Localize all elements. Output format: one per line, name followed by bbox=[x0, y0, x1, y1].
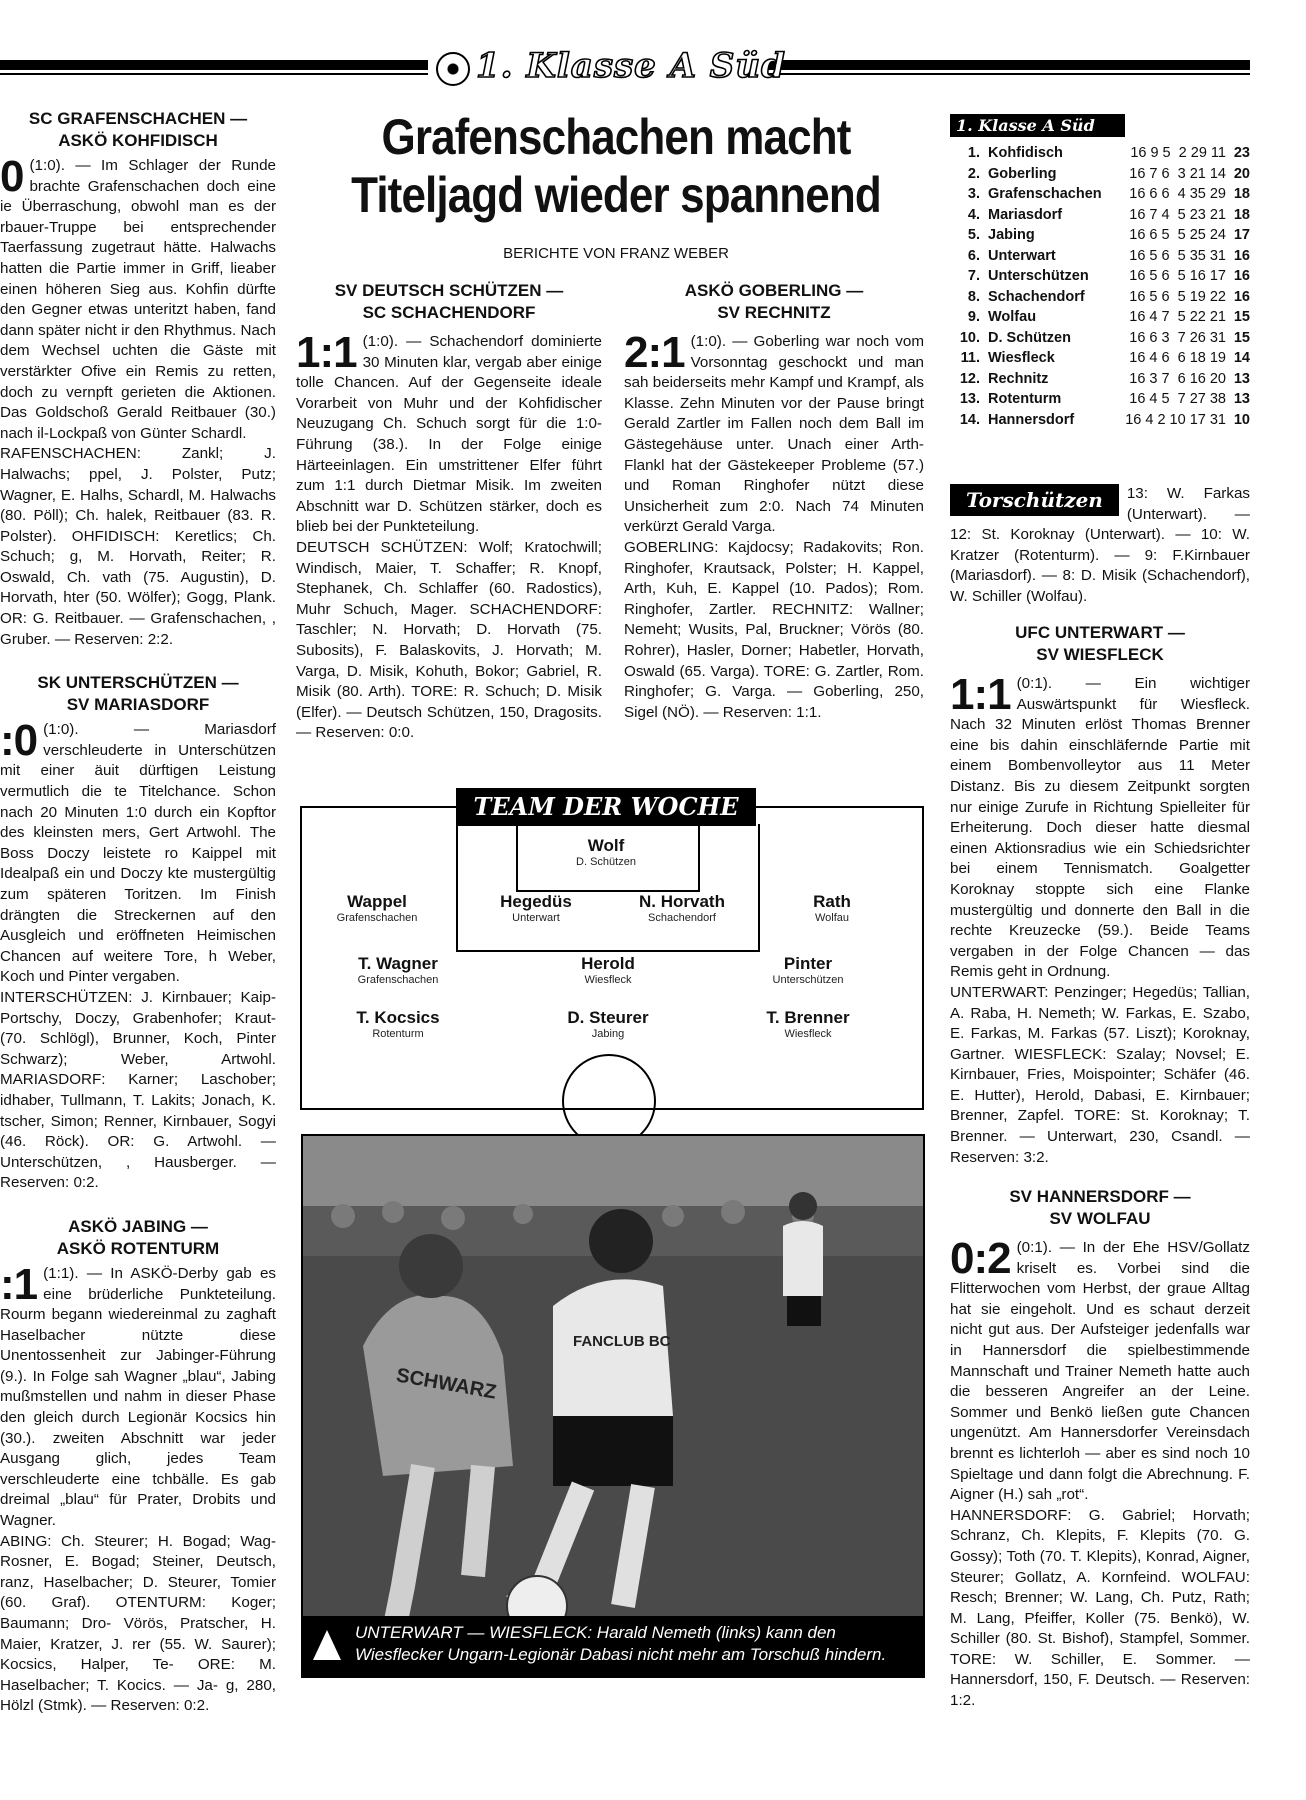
score: 1:1 bbox=[950, 670, 1011, 719]
match-title: SV MARIASDORF bbox=[66, 695, 210, 715]
table-row bbox=[950, 225, 1250, 246]
match-title: SC SCHACHENDORF bbox=[362, 303, 536, 322]
match-title: SC GRAFENSCHACHEN — bbox=[28, 109, 248, 128]
player-card: N. Horvath Schachendorf bbox=[639, 892, 725, 924]
table-stats: 16 6 5 5 25 24 bbox=[1129, 227, 1226, 243]
table-pos: 12. bbox=[959, 370, 980, 387]
left-column bbox=[0, 108, 276, 1788]
table-team: Unterwart bbox=[988, 247, 1056, 264]
table-team: Hannersdorf bbox=[988, 411, 1075, 428]
match-title: SK UNTERSCHÜTZEN — bbox=[37, 673, 239, 693]
table-body bbox=[950, 143, 1250, 430]
table-pos: 5. bbox=[967, 227, 980, 243]
table-team: Grafenschachen bbox=[988, 186, 1102, 202]
table-points: 16 bbox=[1233, 268, 1250, 284]
lineups: RAFENSCHACHEN: Zankl; J. Halwachs; ppel, J. Polster, Putz; Wagner, E. Halhs, Schardl, M. Halwachs (80. Pöll); Ch. halek, Reitbauer (83. R. Polster). OHFIDISCH: Keretlics; Ch. Schuch; g, M. Horvath, Reiter; R. Oswald, Ch. vath (75. Augustin), D. Horvath, hter (50. Wölfer); Gogg, Plank. OR: G. Reitbauer. — Grafenschachen, , Gruber. — Reserven: 2:2. bbox=[0, 445, 276, 648]
lineups: ABING: Ch. Steurer; H. Bogad; Wag- Rosner, E. Bogad; Steiner, Deutsch, ranz, Haselbacher; D. Steurer, Tomier (60. Graf). OTENTURM: Koger; Baumann; Dro- Vörös, Pratscher, H. Maier, Kratzer, J. rer (55. W. Saurer); Kocsics, Halper, Te- ORE: M. Haselbacher; T. Kocics. — Ja- g, 280, Hölzl (Stmk). — Reserven: 0:2. bbox=[0, 1532, 276, 1715]
table-points: 15 bbox=[1233, 329, 1250, 346]
football-action-photo bbox=[303, 1136, 923, 1676]
match-report: (1:1). — In ASKÖ-Derby gab es eine brüderliche Punkteteilung. Rourm begann wiedereinmal zu zaghaft Haselbacher nützte diese Unentossenheit zur Jabinger-Führung (9.). In Folge sah Wagner „blau“, Jabing mußmstellen und nahm in dieser Phase den gleich durch Legionär Kocsics hin (30.). zweiten Abschnitt war jeder Ausgang glich, jedes Team verschleuderte eine tchbälle. Es gab dreimal „blau“ für Prater, Drobits und Wagner. bbox=[0, 1264, 276, 1530]
table-pos: 11. bbox=[960, 350, 980, 366]
table-points: 20 bbox=[1233, 165, 1250, 182]
caption-bar bbox=[303, 1616, 923, 1676]
match-report: (1:0). — Mariasdorf verschleuderte in Unterschützen mit einer äuit dürftigen Leistung vermutlich die te Titelchance. Schon nach 20 Minuten 1:0 durch ein Kopftor des kleinsten mers, Gert Artwohl. The Boss Doczy leistete ro Kaippel mit Idealpaß ein und Doczy kte mustergültig zum späteren Toritzen. Im Finish drängten die Streckernen auf den Ausgleich und eröffneten Heimischen Chancen auf weitere Tore, h Weber, Koch und Pinter vergaben. bbox=[0, 721, 276, 986]
table-team: Wiesfleck bbox=[988, 350, 1055, 366]
football-icon bbox=[436, 52, 470, 86]
player-card: T. Brenner Wiesfleck bbox=[766, 1008, 850, 1040]
table-stats: 16 7 6 3 21 14 bbox=[1129, 165, 1226, 182]
article-deutsch-schuetzen-schachendorf bbox=[296, 280, 602, 744]
league-table bbox=[950, 114, 1250, 430]
table-row bbox=[950, 307, 1250, 328]
table-row bbox=[950, 328, 1250, 349]
match-report: (1:0). — Im Schlager der Runde brachte Grafenschachen doch eine ie Überraschung, obwohl man es der rbauer-Truppe bei entsprechender Taerfassung zugetraut hätte. Halwachs hatten die Partie immer in Griff, lieaber einen höheren Sieg aus. Kohfin dürfte den Gegner etwas unteritzt haben, fand dann später nicht ir den Rhythmus. Nach dem Wechsel uchten die Gäste mit verstärkter Ofive ein Remis zu retten, doch zu vernpft gerieten die Aktionen. Das Goldschoß Gerald Reitbauer (30.) nach il-Lockpaß von Günter Schardl. bbox=[0, 157, 276, 442]
score: 1:1 bbox=[296, 328, 357, 377]
lineups: DEUTSCH SCHÜTZEN: Wolf; Kratochwill; Windisch, Maier, T. Schaffer; R. Knopf, Stephanek, Ch. Schlaffer (60. Radostics), Muhr Schuch, Mager. SCHACHENDORF: Taschler; N. Horvath; D. Horvath (75. Subosits), F. Balaskovits, J. Horvath; M. Varga, D. Misik, Kohuth, Bokor; Gabriel, R. Misik (80. Arth). TORE: R. Schuch; D. Misik (Elfer). — Deutsch Schützen, 150, Dragosits. — Reserven: 0:0. bbox=[296, 538, 602, 742]
player-card: Pinter Unterschützen bbox=[772, 954, 844, 986]
shirt-text: SCHWARZ bbox=[394, 1364, 498, 1404]
table-points: 13 bbox=[1233, 370, 1250, 387]
table-team: Goberling bbox=[988, 165, 1057, 182]
byline: BERICHTE VON FRANZ WEBER bbox=[503, 245, 729, 262]
team-title-bar bbox=[456, 788, 756, 826]
player-card: Wappel Grafenschachen bbox=[336, 892, 418, 924]
table-team: Rotenturm bbox=[988, 391, 1062, 407]
table-stats: 16 4 6 6 18 19 bbox=[1129, 350, 1226, 366]
table-row bbox=[950, 410, 1250, 431]
table-row bbox=[950, 184, 1250, 205]
match-title: SV HANNERSDORF — bbox=[1009, 1187, 1191, 1206]
table-stats: 16 9 5 2 29 11 bbox=[1130, 145, 1226, 161]
table-pos: 6. bbox=[967, 247, 980, 264]
table-points: 13 bbox=[1233, 391, 1250, 407]
table-pos: 14. bbox=[959, 411, 980, 428]
team-of-the-week bbox=[300, 792, 924, 1110]
caption-arrow-icon bbox=[313, 1630, 341, 1660]
table-points: 17 bbox=[1233, 227, 1250, 243]
lineups: INTERSCHÜTZEN: J. Kirnbauer; Kaip- Portschy, Doczy, Grabenhofer; Kraut- (70. Schlögl), Brunner, Koch, Pinter Schwarz); Weber, Artwohl. MARIASDORF: Karner; Laschober; idhaber, Tullmann, T. Lakits; Jonach, K. tscher, Simon; Renner, Kirnbauer, Sogyi (46. Röck). OR: G. Artwohl. — Unterschützen, , Hausberger. — Reserven: 0:2. bbox=[0, 988, 276, 1192]
score: 0 bbox=[0, 152, 24, 201]
table-pos: 13. bbox=[959, 391, 980, 407]
table-row bbox=[950, 348, 1250, 369]
table-stats: 16 4 2 10 17 31 bbox=[1125, 411, 1226, 428]
photo-caption: UNTERWART — WIESFLECK: Harald Nemeth (links) kann den Wiesflecker Ungarn-Legionär Dabasi nicht mehr am Torschuß hindern. bbox=[355, 1623, 887, 1664]
score: :0 bbox=[0, 716, 38, 766]
article-jabing-rotenturm bbox=[0, 1216, 276, 1717]
table-stats: 16 4 5 7 27 38 bbox=[1129, 391, 1226, 407]
table-pos: 4. bbox=[967, 206, 980, 223]
match-report: (0:1). — In der Ehe HSV/Gollatz kriselt es. Vorbei sind die Flitterwochen vom Herbst, der graue Alltag hat sie eingeholt. Und es schaut derzeit nicht gut aus. Der Aufsteiger jedenfalls war in Hannersdorf die spielbestimmende Mannschaft und Trainer Nemeth hatte auch die besseren Angreifer an der Leine. Sommer und Benkö ließen gute Chancen ungenützt. Am Hannersdorfer Vereinsdach brennt es lichterloh — aber es sind noch 10 Spieltage und dann folgt die Abrechnung. F. Aigner (H.) sah „rot“. bbox=[950, 1239, 1250, 1504]
table-stats: 16 3 7 6 16 20 bbox=[1129, 370, 1226, 387]
table-row bbox=[950, 266, 1250, 287]
table-row bbox=[950, 143, 1250, 164]
headline-line-1: Grafenschachen macht bbox=[381, 109, 851, 165]
player-card: Wolf D. Schützen bbox=[576, 836, 636, 868]
match-report: (0:1). — Ein wichtiger Auswärtspunkt für Wiesfleck. Nach 32 Minuten erlöst Thomas Brenner eine bis dahin einschläfernde Partie mit einem Bombenvolleytor aus 11 Meter Distanz. Bis zu diesem Zeitpunkt sorgten nur einige Zurufe in Richtung Spielleiter für Erheiterung. Doch dieser hatte diesmal einen Aktionsradius wie ein Schiedsrichter bei einem Tennismatch. Goalgetter Koroknay stoppte sich eine Flanke mustergültig und donnerte den Ball in die rechte Kreuzecke (59.). Beide Teams vergaben in der Folge Chancen — das Remis geht in Ordnung. bbox=[950, 675, 1250, 981]
table-points: 14 bbox=[1233, 350, 1250, 366]
table-pos: 8. bbox=[967, 288, 980, 305]
player-card: Herold Wiesfleck bbox=[581, 954, 635, 986]
match-title: ASKÖ ROTENTURM bbox=[56, 1238, 220, 1258]
table-stats: 16 7 4 5 23 21 bbox=[1129, 206, 1226, 223]
table-row bbox=[950, 287, 1250, 308]
table-points: 15 bbox=[1233, 309, 1250, 325]
headline bbox=[296, 108, 936, 224]
match-title: ASKÖ KOHFIDISCH bbox=[58, 131, 218, 150]
article-unterwart-wiesfleck bbox=[950, 622, 1250, 1168]
table-team: Unterschützen bbox=[988, 268, 1089, 284]
table-team: D. Schützen bbox=[988, 329, 1071, 346]
match-report: (1:0). — Goberling war noch vom Vorsonntag geschockt und man sah beiderseits mehr Kampf und Krampf, als Klasse. Zehn Minuten vor der Pause bringt Gerald Zartler im Fallen noch dem Ball im Gästegehäuse unter. Unach einer Arth-Flankl hat der Gästekeeper Probleme (57.) und Roman Ringhofer nützt diese Unsicherheit zum 2:0. Nach 74 Minuten verkürzt Gerald Varga. bbox=[624, 333, 924, 536]
table-team: Wolfau bbox=[988, 309, 1037, 325]
table-points: 23 bbox=[1233, 145, 1250, 161]
table-points: 18 bbox=[1233, 206, 1250, 223]
table-team: Mariasdorf bbox=[988, 206, 1063, 223]
section-title: 1. Klasse A Süd bbox=[476, 46, 786, 86]
table-points: 16 bbox=[1233, 288, 1250, 305]
table-team: Rechnitz bbox=[988, 370, 1049, 387]
shirt-text-2: FANCLUB BC bbox=[573, 1333, 671, 1350]
table-team: Schachendorf bbox=[988, 288, 1085, 305]
player-card: D. Steurer Jabing bbox=[567, 1008, 649, 1040]
player-card: T. Wagner Grafenschachen bbox=[357, 954, 439, 986]
table-team: Jabing bbox=[988, 227, 1035, 243]
article-hannersdorf-wolfau bbox=[950, 1186, 1250, 1712]
table-pos: 9. bbox=[967, 309, 980, 325]
player-card: Rath Wolfau bbox=[813, 892, 851, 924]
match-photo bbox=[301, 1134, 925, 1678]
table-points: 16 bbox=[1233, 247, 1250, 264]
table-team: Kohfidisch bbox=[988, 145, 1063, 161]
match-report: (1:0). — Schachendorf dominierte 30 Minuten klar, vergab aber einige tolle Chancen. Auf der Gegenseite ideale Vorarbeit von Muhr und der Kohfidischer Neuzugang Ch. Schuch sorgt für die 1:0-Führung (38.). In der Folge einige Härteeinlagen. Ein umstrittener Elfer führt zum 1:1 durch Dietmar Misik. Im zweiten Abschnitt war D. Schützen stärker, doch es blieb bei der Punkteteilung. bbox=[296, 333, 602, 536]
table-stats: 16 5 6 5 16 17 bbox=[1129, 268, 1226, 284]
table-row bbox=[950, 389, 1250, 410]
match-title: SV WIESFLECK bbox=[1036, 645, 1164, 664]
match-title: SV RECHNITZ bbox=[717, 303, 831, 322]
lineups: HANNERSDORF: G. Gabriel; Horvath; Schranz, Ch. Klepits, F. Klepits (70. G. Gossy); Toth (70. T. Klepits), Konrad, Aigner, Steurer; Gollatz, A. Kornfeind. WOLFAU: Resch; Brenner; W. Lang, Ch. Putz, Rath; M. Lang, Pfeiffer, Koller (75. Benkö), W. Schiller (80. St. Bishof), Stampfel, Sommer. TORE: W. Schiller, E. Sommer. — Hannersdorf, 150, F. Deutsch. — Reserven: 1:2. bbox=[950, 1506, 1250, 1710]
score: 0:2 bbox=[950, 1234, 1011, 1283]
lineups: GOBERLING: Kajdocsy; Radakovits; Ron. Ringhofer, Krautsack, Polster; H. Kappel, Arth, Kuh, E. Kappel (10. Pados); Rom. Ringhofer, Zartler. RECHNITZ: Wallner; Nemeht; Wusits, Pal, Bruckner; Vörös (80. Rohrer), Hasler, Dorner; Habetler, Horvath, Oswald (65. Varga). TORE: G. Zartler, Rom. Ringhofer; G. Varga. — Goberling, 250, Sigel (NÖ). — Reserven: 1:1. bbox=[624, 538, 924, 721]
table-title: 1. Klasse A Süd bbox=[950, 114, 1125, 137]
table-pos: 3. bbox=[967, 186, 980, 202]
table-row bbox=[950, 369, 1250, 390]
table-stats: 16 4 7 5 22 21 bbox=[1129, 309, 1226, 325]
table-pos: 1. bbox=[967, 145, 980, 161]
article-grafenschachen-kohfidisch bbox=[0, 108, 276, 650]
scorers-list: 13: W. Farkas (Unterwart). — 12: St. Koroknay (Unterwart). — 10: W. Kratzer (Rotenturm). — 9: F.Kirnbauer (Mariasdorf). — 8: D. Misik (Schachendorf), W. Schiller (Wolfau). bbox=[950, 485, 1250, 605]
player-card: Hegedüs Unterwart bbox=[500, 892, 572, 924]
table-row bbox=[950, 246, 1250, 267]
match-title: ASKÖ GOBERLING — bbox=[684, 281, 864, 300]
article-unterschuetzen-mariasdorf bbox=[0, 672, 276, 1194]
table-row bbox=[950, 205, 1250, 226]
player-card: T. Kocsics Rotenturm bbox=[356, 1008, 440, 1040]
score: 2:1 bbox=[624, 328, 685, 377]
table-stats: 16 6 6 4 35 29 bbox=[1129, 186, 1226, 202]
match-title: SV WOLFAU bbox=[1049, 1209, 1151, 1228]
scorers-title: Torschützen bbox=[950, 484, 1119, 516]
headline-line-2: Titeljagd wieder spannend bbox=[351, 167, 881, 223]
match-title: SV DEUTSCH SCHÜTZEN — bbox=[334, 281, 564, 300]
table-points: 18 bbox=[1233, 186, 1250, 202]
table-pos: 2. bbox=[967, 165, 980, 182]
table-pos: 7. bbox=[967, 268, 980, 284]
article-goberling-rechnitz bbox=[624, 280, 924, 723]
table-row bbox=[950, 164, 1250, 185]
top-scorers bbox=[950, 484, 1250, 608]
lineups: UNTERWART: Penzinger; Hegedüs; Tallian, A. Raba, H. Nemeth; W. Farkas, E. Szabo, E. Farkas, M. Farkas (57. Liszt); Koroknay, Gartner. WIESFLECK: Szalay; Novsel; E. Kirnbauer, Fries, Moispointer; Schäfer (46. E. Hutter), Herold, Dabasi, E. Kirnbauer; Brenner, Zapfel. TORE: St. Koroknay; T. Brenner. — Unterwart, 230, Csandl. — Reserven: 3:2. bbox=[950, 983, 1250, 1166]
table-stats: 16 6 3 7 26 31 bbox=[1129, 329, 1226, 346]
score: :1 bbox=[0, 1259, 38, 1309]
match-title: ASKÖ JABING — bbox=[68, 1216, 208, 1236]
table-pos: 10. bbox=[959, 329, 980, 346]
table-stats: 16 5 6 5 19 22 bbox=[1129, 288, 1226, 305]
match-title: UFC UNTERWART — bbox=[1015, 623, 1185, 642]
table-stats: 16 5 6 5 35 31 bbox=[1129, 247, 1226, 264]
table-points: 10 bbox=[1233, 411, 1250, 428]
team-title: TEAM DER WOCHE bbox=[473, 792, 739, 821]
